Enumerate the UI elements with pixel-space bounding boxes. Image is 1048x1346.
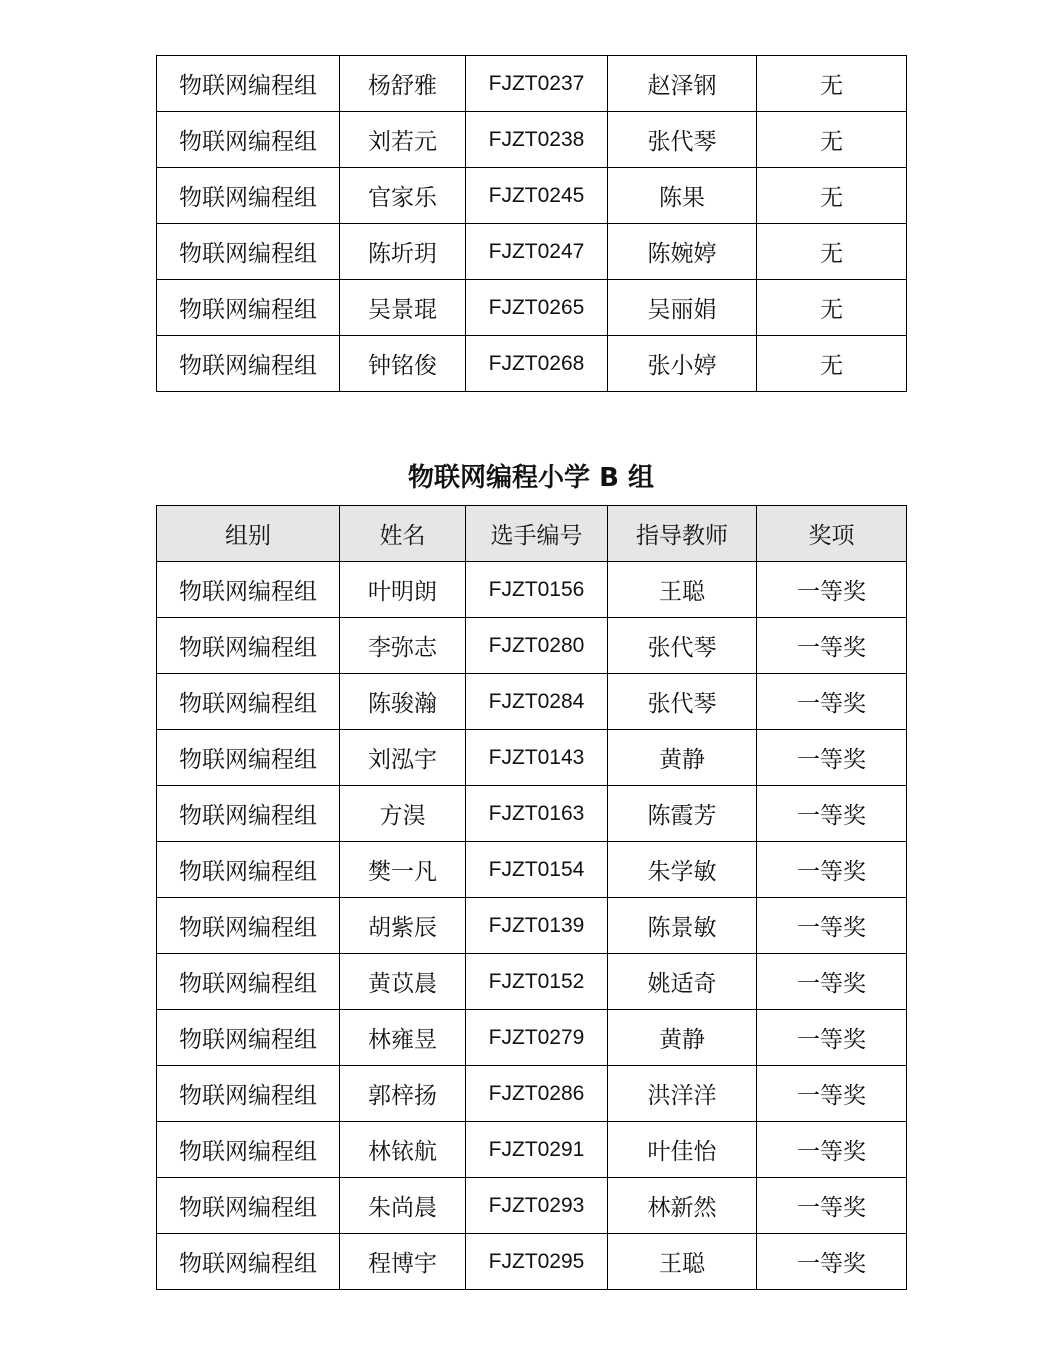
column-header-teacher: 指导教师 xyxy=(608,506,757,562)
group-cell: 物联网编程组 xyxy=(157,1178,340,1234)
contestant-id-cell: FJZT0293 xyxy=(466,1178,608,1234)
table-row xyxy=(157,336,907,392)
contestant-id-cell: FJZT0238 xyxy=(466,112,608,168)
table-row xyxy=(157,224,907,280)
name-cell: 方淏 xyxy=(340,786,466,842)
name-cell: 郭梓扬 xyxy=(340,1066,466,1122)
teacher-cell: 陈婉婷 xyxy=(608,224,757,280)
name-cell: 樊一凡 xyxy=(340,842,466,898)
table-row xyxy=(157,730,907,786)
name-cell: 李弥志 xyxy=(340,618,466,674)
contestant-id-cell: FJZT0156 xyxy=(466,562,608,618)
contestant-id-cell: FJZT0284 xyxy=(466,674,608,730)
group-cell: 物联网编程组 xyxy=(157,336,340,392)
teacher-cell: 洪洋洋 xyxy=(608,1066,757,1122)
name-cell: 林铱航 xyxy=(340,1122,466,1178)
contestant-id-cell: FJZT0154 xyxy=(466,842,608,898)
name-cell: 程博宇 xyxy=(340,1234,466,1290)
name-cell: 刘若元 xyxy=(340,112,466,168)
contestant-id-cell: FJZT0286 xyxy=(466,1066,608,1122)
table-row xyxy=(157,56,907,112)
award-cell: 无 xyxy=(757,280,907,336)
contestant-id-cell: FJZT0143 xyxy=(466,730,608,786)
award-table-b-body xyxy=(157,562,907,1290)
contestant-id-cell: FJZT0279 xyxy=(466,1010,608,1066)
table-header xyxy=(157,506,907,562)
table-row xyxy=(157,786,907,842)
name-cell: 陈圻玥 xyxy=(340,224,466,280)
group-cell: 物联网编程组 xyxy=(157,280,340,336)
award-cell: 无 xyxy=(757,168,907,224)
teacher-cell: 姚适奇 xyxy=(608,954,757,1010)
group-cell: 物联网编程组 xyxy=(157,954,340,1010)
teacher-cell: 张代琴 xyxy=(608,618,757,674)
teacher-cell: 陈霞芳 xyxy=(608,786,757,842)
table-row xyxy=(157,562,907,618)
teacher-cell: 王聪 xyxy=(608,1234,757,1290)
award-cell: 一等奖 xyxy=(757,898,907,954)
name-cell: 林雍昱 xyxy=(340,1010,466,1066)
teacher-cell: 林新然 xyxy=(608,1178,757,1234)
name-cell: 刘泓宇 xyxy=(340,730,466,786)
award-cell: 一等奖 xyxy=(757,954,907,1010)
table-row xyxy=(157,674,907,730)
teacher-cell: 黄静 xyxy=(608,1010,757,1066)
table-row xyxy=(157,842,907,898)
award-cell: 无 xyxy=(757,336,907,392)
name-cell: 陈骏瀚 xyxy=(340,674,466,730)
name-cell: 钟铭俊 xyxy=(340,336,466,392)
table-row xyxy=(157,280,907,336)
table-row xyxy=(157,618,907,674)
teacher-cell: 赵泽钢 xyxy=(608,56,757,112)
teacher-cell: 陈景敏 xyxy=(608,898,757,954)
group-cell: 物联网编程组 xyxy=(157,1122,340,1178)
teacher-cell: 吴丽娟 xyxy=(608,280,757,336)
teacher-cell: 叶佳怡 xyxy=(608,1122,757,1178)
table-row xyxy=(157,1066,907,1122)
contestant-id-cell: FJZT0163 xyxy=(466,786,608,842)
table-row xyxy=(157,168,907,224)
group-cell: 物联网编程组 xyxy=(157,618,340,674)
column-header-name: 姓名 xyxy=(340,506,466,562)
name-cell: 黄苡晨 xyxy=(340,954,466,1010)
award-cell: 一等奖 xyxy=(757,730,907,786)
teacher-cell: 陈果 xyxy=(608,168,757,224)
table-row xyxy=(157,1122,907,1178)
teacher-cell: 朱学敏 xyxy=(608,842,757,898)
award-cell: 一等奖 xyxy=(757,1066,907,1122)
award-table-b xyxy=(156,505,907,1290)
column-header-group: 组别 xyxy=(157,506,340,562)
award-cell: 无 xyxy=(757,224,907,280)
group-cell: 物联网编程组 xyxy=(157,1234,340,1290)
contestant-id-cell: FJZT0265 xyxy=(466,280,608,336)
contestant-id-cell: FJZT0237 xyxy=(466,56,608,112)
group-cell: 物联网编程组 xyxy=(157,112,340,168)
award-cell: 一等奖 xyxy=(757,674,907,730)
teacher-cell: 张代琴 xyxy=(608,674,757,730)
table-row xyxy=(157,898,907,954)
table-row xyxy=(157,1178,907,1234)
contestant-id-cell: FJZT0245 xyxy=(466,168,608,224)
column-header-award: 奖项 xyxy=(757,506,907,562)
table-row xyxy=(157,1234,907,1290)
award-table-top-body xyxy=(157,56,907,392)
group-cell: 物联网编程组 xyxy=(157,730,340,786)
contestant-id-cell: FJZT0291 xyxy=(466,1122,608,1178)
section-title: 物联网编程小学 B 组 xyxy=(408,463,654,493)
teacher-cell: 黄静 xyxy=(608,730,757,786)
award-cell: 无 xyxy=(757,112,907,168)
table-row xyxy=(157,1010,907,1066)
contestant-id-cell: FJZT0268 xyxy=(466,336,608,392)
group-cell: 物联网编程组 xyxy=(157,842,340,898)
contestant-id-cell: FJZT0152 xyxy=(466,954,608,1010)
name-cell: 叶明朗 xyxy=(340,562,466,618)
group-cell: 物联网编程组 xyxy=(157,562,340,618)
award-cell: 一等奖 xyxy=(757,1010,907,1066)
group-cell: 物联网编程组 xyxy=(157,898,340,954)
name-cell: 官家乐 xyxy=(340,168,466,224)
group-cell: 物联网编程组 xyxy=(157,224,340,280)
group-cell: 物联网编程组 xyxy=(157,1010,340,1066)
award-cell: 一等奖 xyxy=(757,618,907,674)
name-cell: 吴景琨 xyxy=(340,280,466,336)
teacher-cell: 张代琴 xyxy=(608,112,757,168)
contestant-id-cell: FJZT0280 xyxy=(466,618,608,674)
award-cell: 一等奖 xyxy=(757,562,907,618)
name-cell: 胡紫辰 xyxy=(340,898,466,954)
table-row xyxy=(157,112,907,168)
contestant-id-cell: FJZT0139 xyxy=(466,898,608,954)
award-table-top xyxy=(156,55,907,392)
award-cell: 一等奖 xyxy=(757,786,907,842)
table-row xyxy=(157,954,907,1010)
group-cell: 物联网编程组 xyxy=(157,1066,340,1122)
contestant-id-cell: FJZT0247 xyxy=(466,224,608,280)
header-row xyxy=(157,506,907,562)
award-cell: 一等奖 xyxy=(757,1234,907,1290)
column-header-contestant-id: 选手编号 xyxy=(466,506,608,562)
award-cell: 一等奖 xyxy=(757,842,907,898)
teacher-cell: 张小婷 xyxy=(608,336,757,392)
contestant-id-cell: FJZT0295 xyxy=(466,1234,608,1290)
group-cell: 物联网编程组 xyxy=(157,786,340,842)
group-cell: 物联网编程组 xyxy=(157,168,340,224)
award-cell: 无 xyxy=(757,56,907,112)
award-cell: 一等奖 xyxy=(757,1122,907,1178)
teacher-cell: 王聪 xyxy=(608,562,757,618)
name-cell: 杨舒雅 xyxy=(340,56,466,112)
group-cell: 物联网编程组 xyxy=(157,56,340,112)
group-cell: 物联网编程组 xyxy=(157,674,340,730)
name-cell: 朱尚晨 xyxy=(340,1178,466,1234)
award-cell: 一等奖 xyxy=(757,1178,907,1234)
